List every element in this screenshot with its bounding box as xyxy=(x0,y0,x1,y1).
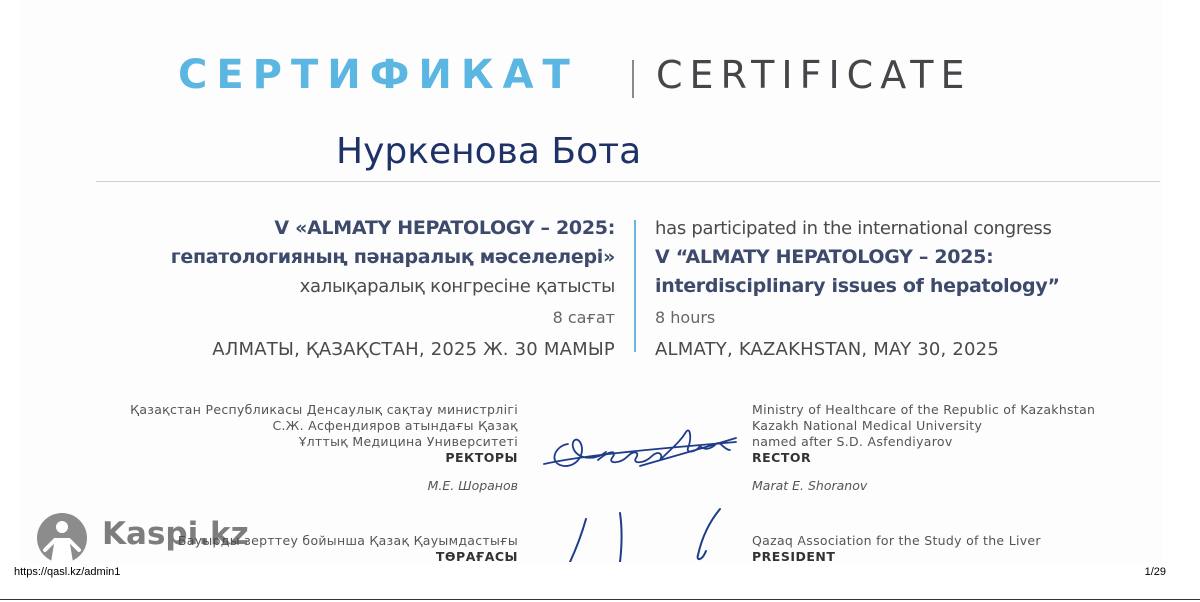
rector-block-kz xyxy=(110,402,518,494)
rector-org-en-3: named after S.D. Asfendiyarov xyxy=(752,434,953,449)
place-date-en: ALMATY, KAZAKHSTAN, MAY 30, 2025 xyxy=(655,339,999,360)
recipient-name: Нуркенова Бота xyxy=(336,131,642,172)
hours-en: 8 hours xyxy=(655,308,716,327)
rector-block-en xyxy=(752,402,1152,494)
footer-divider xyxy=(0,599,1200,600)
congress-line3-kz: халықаралық конгреcіне қатысты xyxy=(299,276,615,297)
president-role-kz: ТӨРАҒАСЫ xyxy=(435,549,518,562)
certificate-title-en: CERTIFICATE xyxy=(656,53,972,97)
certificate-page xyxy=(20,0,1162,562)
rector-role-en: RECTOR xyxy=(752,450,812,465)
congress-line1-en: has participated in the international congress xyxy=(655,218,1052,239)
footer-url: https://qasl.kz/admin1 xyxy=(14,566,121,578)
congress-text-en xyxy=(655,214,1155,364)
print-footer xyxy=(0,562,1200,602)
title-divider xyxy=(632,60,634,98)
hours-kz: 8 сағат xyxy=(552,308,615,327)
rector-signature xyxy=(540,420,740,482)
rector-org-kz-1: Қазақстан Республикасы Денсаулық сақтау министрлігі xyxy=(130,402,518,417)
congress-line2-en: V “ALMATY HEPATOLOGY – 2025: xyxy=(655,246,994,268)
president-org-kz: Бауырды зерттеу бойынша Қазақ Қауымдастығы xyxy=(177,533,518,548)
president-org-en: Qazaq Association for the Study of the Liver xyxy=(752,533,1041,548)
certificate-title-kz: СЕРТИФИКАТ xyxy=(178,52,579,98)
president-signature xyxy=(560,505,730,562)
rector-role-kz: РЕКТОРЫ xyxy=(445,450,518,465)
rector-name-en: Marat E. Shoranov xyxy=(752,478,868,493)
president-role-en: PRESIDENT xyxy=(752,549,836,562)
congress-line3-en: interdisciplinary issues of hepatology” xyxy=(655,275,1060,297)
congress-text-kz xyxy=(100,214,615,364)
rector-org-kz-2: С.Ж. Асфендияров атындағы Қазақ xyxy=(272,418,518,433)
rector-org-en-1: Ministry of Healthcare of the Republic of Kazakhstan xyxy=(752,402,1096,417)
footer-page-number: 1/29 xyxy=(1144,566,1166,578)
rector-org-kz-3: Ұлттық Медицина Университеті xyxy=(298,434,518,449)
place-date-kz: АЛМАТЫ, ҚАЗАҚСТАН, 2025 Ж. 30 МАМЫР xyxy=(212,339,615,360)
column-divider xyxy=(634,220,636,352)
name-underline xyxy=(96,181,1160,182)
president-block-en xyxy=(752,533,1152,562)
rector-name-kz: М.Е. Шоранов xyxy=(427,478,518,493)
kaspi-watermark-text: Kaspi.kz xyxy=(102,516,249,552)
person-icon xyxy=(35,512,89,562)
congress-line2-kz: гепатологияның пәнаралық мәселелері» xyxy=(170,246,615,268)
congress-line1-kz: V «ALMATY HEPATOLOGY – 2025: xyxy=(274,217,615,239)
rector-org-en-2: Kazakh National Medical University xyxy=(752,418,983,433)
